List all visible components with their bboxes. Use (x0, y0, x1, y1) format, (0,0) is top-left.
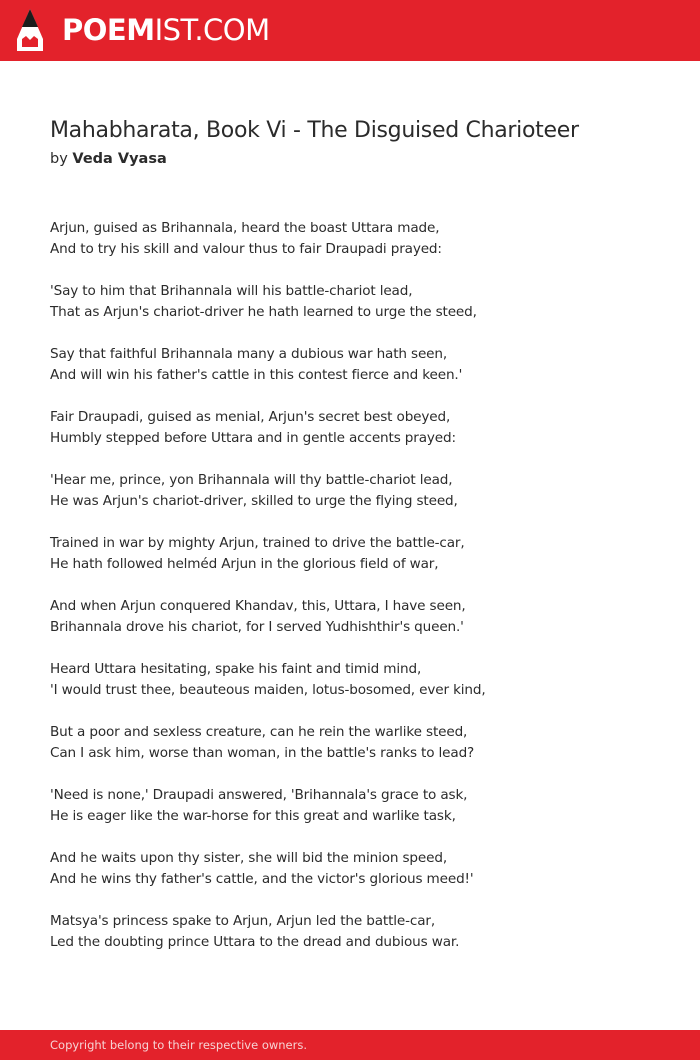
poem-line: He was Arjun's chariot-driver, skilled to urge the flying steed, (50, 493, 458, 509)
copyright-notice: Copyright belong to their respective owners. (50, 1038, 308, 1052)
poem-line: Matsya's princess spake to Arjun, Arjun led the battle-car, (50, 913, 436, 929)
site-header (0, 0, 700, 61)
byline (50, 149, 167, 169)
poem-line: And will win his father's cattle in this contest fierce and keen.' (50, 367, 463, 383)
poem-stanza (50, 785, 670, 827)
poem-stanza (50, 470, 670, 512)
poem-line: And he waits upon thy sister, she will bid the minion speed, (50, 850, 447, 866)
poem-line: 'Say to him that Brihannala will his battle-chariot lead, (50, 283, 413, 299)
poem-stanza (50, 722, 670, 764)
poem-line: Fair Draupadi, guised as menial, Arjun's secret best obeyed, (50, 409, 451, 425)
poem-line: And to try his skill and valour thus to fair Draupadi prayed: (50, 241, 442, 257)
pencil-tip-icon[interactable] (16, 9, 44, 53)
poem-line: He hath followed helméd Arjun in the glorious field of war, (50, 556, 439, 572)
poem-stanza (50, 848, 670, 890)
poem-line: Trained in war by mighty Arjun, trained to drive the battle-car, (50, 535, 465, 551)
poem-line: Heard Uttara hesitating, spake his faint and timid mind, (50, 661, 422, 677)
poem-line: 'Hear me, prince, yon Brihannala will thy battle-chariot lead, (50, 472, 453, 488)
poem-line: That as Arjun's chariot-driver he hath learned to urge the steed, (50, 304, 477, 320)
poem-body (50, 218, 670, 974)
poem-line: But a poor and sexless creature, can he rein the warlike steed, (50, 724, 468, 740)
site-footer (0, 1030, 700, 1060)
poem-stanza (50, 911, 670, 953)
poem-line: Humbly stepped before Uttara and in gentle accents prayed: (50, 430, 456, 446)
poem-stanza (50, 533, 670, 575)
poem-line: 'Need is none,' Draupadi answered, 'Brihannala's grace to ask, (50, 787, 468, 803)
poem-stanza (50, 407, 670, 449)
logo-text-bold: POEM (62, 13, 155, 47)
logo-text-light: IST.COM (154, 13, 270, 47)
poem-stanza (50, 596, 670, 638)
poem-line: And he wins thy father's cattle, and the victor's glorious meed!' (50, 871, 474, 887)
by-label: by (50, 151, 68, 167)
poem-line: And when Arjun conquered Khandav, this, Uttara, I have seen, (50, 598, 466, 614)
poem-line: Can I ask him, worse than woman, in the battle's ranks to lead? (50, 745, 475, 761)
poem-line: Brihannala drove his chariot, for I served Yudhishthir's queen.' (50, 619, 464, 635)
poem-line: He is eager like the war-horse for this great and warlike task, (50, 808, 456, 824)
poem-title: Mahabharata, Book Vi - The Disguised Charioteer (50, 118, 579, 143)
poem-stanza (50, 281, 670, 323)
poem-stanza (50, 659, 670, 701)
author-name: Veda Vyasa (72, 151, 167, 167)
poem-stanza (50, 218, 670, 260)
poem-line: Arjun, guised as Brihannala, heard the boast Uttara made, (50, 220, 440, 236)
poem-line: Led the doubting prince Uttara to the dread and dubious war. (50, 934, 460, 950)
poem-line: Say that faithful Brihannala many a dubious war hath seen, (50, 346, 448, 362)
poem-line: 'I would trust thee, beauteous maiden, lotus-bosomed, ever kind, (50, 682, 486, 698)
poem-stanza (50, 344, 670, 386)
site-logo[interactable] (62, 13, 270, 47)
